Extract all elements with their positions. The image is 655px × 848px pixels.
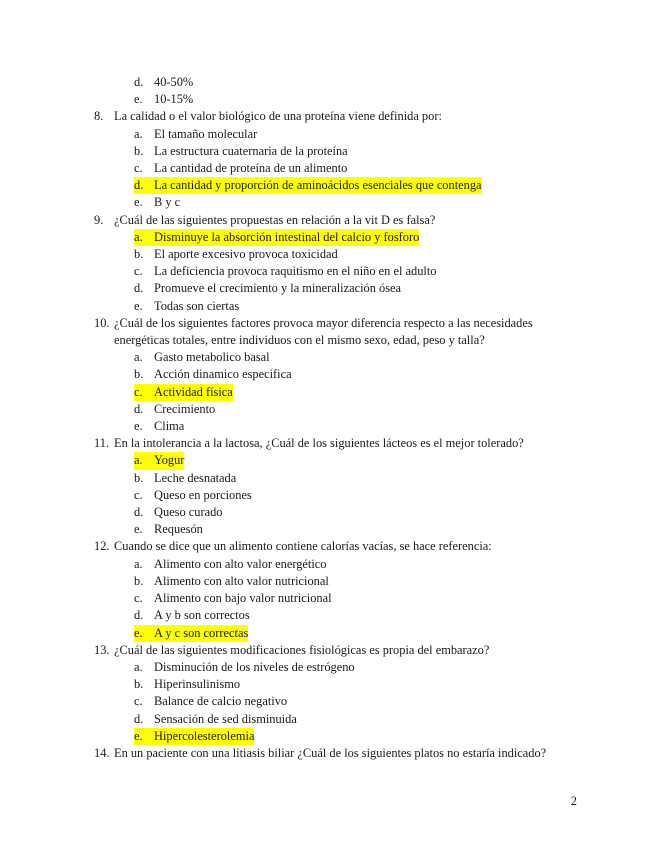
option-text: A y b son correctos <box>154 608 250 623</box>
answer-option <box>134 384 655 401</box>
question-number: 14. <box>94 745 110 760</box>
question-text: ¿Cuál de las siguientes propuestas en relación a la vit D es falsa? <box>114 212 436 227</box>
option-text: El aporte excesivo provoca toxicidad <box>154 247 338 262</box>
answer-option <box>134 452 655 469</box>
option-letter: a. <box>134 452 154 469</box>
option-letter: d. <box>134 505 144 520</box>
answer-option <box>134 470 655 487</box>
answer-option <box>134 693 655 710</box>
question-number: 12. <box>94 539 110 554</box>
question-block <box>0 212 655 315</box>
option-letter: d. <box>134 75 144 89</box>
option-letter: d. <box>134 177 154 194</box>
answer-option <box>134 504 655 521</box>
option-letter: a. <box>134 229 154 246</box>
option-text: Disminuye la absorción intestinal del calcio y fosforo <box>154 229 419 246</box>
question-number: 8. <box>94 109 104 124</box>
question <box>94 538 655 555</box>
option-letter: e. <box>134 625 154 642</box>
answer-option <box>134 246 655 263</box>
option-letter: a. <box>134 126 143 141</box>
question-block <box>0 435 655 538</box>
option-text: Acción dinamico especifica <box>154 367 292 382</box>
option-letter: b. <box>134 573 144 588</box>
question-block <box>0 642 655 745</box>
answer-option <box>134 625 655 642</box>
option-text: Disminución de los niveles de estrógeno <box>154 659 355 674</box>
option-text: Alimento con bajo valor nutricional <box>154 591 332 606</box>
option-letter: b. <box>134 367 144 382</box>
option-letter: c. <box>134 591 143 606</box>
option-text: Requesón <box>154 522 203 537</box>
option-letter: b. <box>134 143 144 158</box>
option-letter: e. <box>134 522 143 537</box>
option-text: La cantidad de proteína de un alimento <box>154 161 348 176</box>
option-letter: e. <box>134 728 154 745</box>
option-letter: d. <box>134 401 144 416</box>
option-text: La deficiencia provoca raquitismo en el niño en el adulto <box>154 264 437 279</box>
option-text: Clima <box>154 419 185 434</box>
question-block <box>0 108 655 211</box>
option-letter: c. <box>134 161 143 176</box>
option-letter: e. <box>134 419 143 434</box>
option-text: Hiperinsulinismo <box>154 677 241 692</box>
answer-option <box>134 521 655 538</box>
answer-option <box>134 607 655 624</box>
answer-option <box>134 711 655 728</box>
answer-option <box>134 659 655 676</box>
option-text: Queso curado <box>154 505 223 520</box>
answer-option <box>134 556 655 573</box>
option-text: Leche desnatada <box>154 470 237 485</box>
option-text: Balance de calcio negativo <box>154 694 288 709</box>
option-text: La cantidad y proporción de aminoácidos esenciales que contenga <box>154 177 482 194</box>
answer-option <box>134 573 655 590</box>
question-number: 9. <box>94 212 104 227</box>
question-text: ¿Cuál de las siguientes modificaciones fisiológicas es propia del embarazo? <box>114 642 490 657</box>
option-letter: a. <box>134 350 143 365</box>
question <box>94 435 655 452</box>
option-letter: c. <box>134 694 143 709</box>
option-letter: e. <box>134 298 143 313</box>
question-list <box>0 74 655 762</box>
answer-option <box>134 366 655 383</box>
question-number: 10. <box>94 315 110 330</box>
answer-option <box>134 177 655 194</box>
option-text: Alimento con alto valor nutricional <box>154 573 329 588</box>
answer-option <box>134 728 655 745</box>
question <box>94 642 655 659</box>
option-text: Queso en porciones <box>154 487 252 502</box>
answer-option <box>134 91 655 108</box>
answer-option <box>134 298 655 315</box>
answer-option <box>134 590 655 607</box>
option-letter: b. <box>134 470 144 485</box>
option-text: A y c son correctas <box>154 625 248 642</box>
answer-option <box>134 401 655 418</box>
option-text: Actividad física <box>154 384 233 401</box>
question-block <box>0 745 655 762</box>
option-letter: b. <box>134 247 144 262</box>
answer-option <box>134 487 655 504</box>
question-text: En la intolerancia a la lactosa, ¿Cuál de los siguientes lácteos es el mejor tolerado? <box>114 436 524 451</box>
answer-option <box>134 143 655 160</box>
answer-option <box>134 160 655 177</box>
question <box>94 745 655 762</box>
option-letter: d. <box>134 711 144 726</box>
option-letter: e. <box>134 92 143 107</box>
option-text: La estructura cuaternaria de la proteína <box>154 143 348 158</box>
option-text: Gasto metabolico basal <box>154 350 270 365</box>
option-text: Yogur <box>154 452 184 469</box>
option-text: Sensación de sed disminuida <box>154 711 297 726</box>
option-letter: a. <box>134 556 143 571</box>
answer-option <box>134 418 655 435</box>
option-text: Todas son ciertas <box>154 298 240 313</box>
option-letter: c. <box>134 487 143 502</box>
question-number: 11. <box>94 436 110 451</box>
option-letter: c. <box>134 384 154 401</box>
answer-option <box>134 349 655 366</box>
option-text: B y c <box>154 195 181 210</box>
page-number: 2 <box>570 794 577 808</box>
answer-option <box>134 126 655 143</box>
question-text: Cuando se dice que un alimento contiene calorías vacías, se hace referencia: <box>114 539 492 554</box>
option-letter: c. <box>134 264 143 279</box>
question <box>94 315 655 349</box>
question <box>94 108 655 125</box>
question-block <box>0 538 655 641</box>
question-number: 13. <box>94 642 110 657</box>
option-text: Hipercolesterolemia <box>154 728 254 745</box>
option-letter: d. <box>134 281 144 296</box>
question-text: ¿Cuál de los siguientes factores provoca mayor diferencia respecto a las necesidades energéticas totales, entre individuos con el mismo sexo, edad, peso y talla? <box>114 315 533 348</box>
answer-option <box>134 74 655 91</box>
option-letter: b. <box>134 677 144 692</box>
answer-option <box>134 676 655 693</box>
question-text: En un paciente con una litiasis biliar ¿Cuál de los siguientes platos no estaría indicado? <box>114 745 547 760</box>
option-text: Alimento con alto valor energético <box>154 556 327 571</box>
option-text: 10-15% <box>154 92 194 107</box>
answer-option <box>134 229 655 246</box>
answer-option <box>134 263 655 280</box>
option-text: Crecimiento <box>154 401 216 416</box>
answer-option <box>134 280 655 297</box>
option-text: Promueve el crecimiento y la mineralización ósea <box>154 281 402 296</box>
answer-option <box>134 194 655 211</box>
question <box>94 212 655 229</box>
option-letter: a. <box>134 659 143 674</box>
question-block <box>0 315 655 435</box>
option-text: El tamaño molecular <box>154 126 258 141</box>
option-letter: e. <box>134 195 143 210</box>
option-letter: d. <box>134 608 144 623</box>
question-text: La calidad o el valor biológico de una proteína viene definida por: <box>114 109 442 124</box>
option-text: 40-50% <box>154 75 194 89</box>
